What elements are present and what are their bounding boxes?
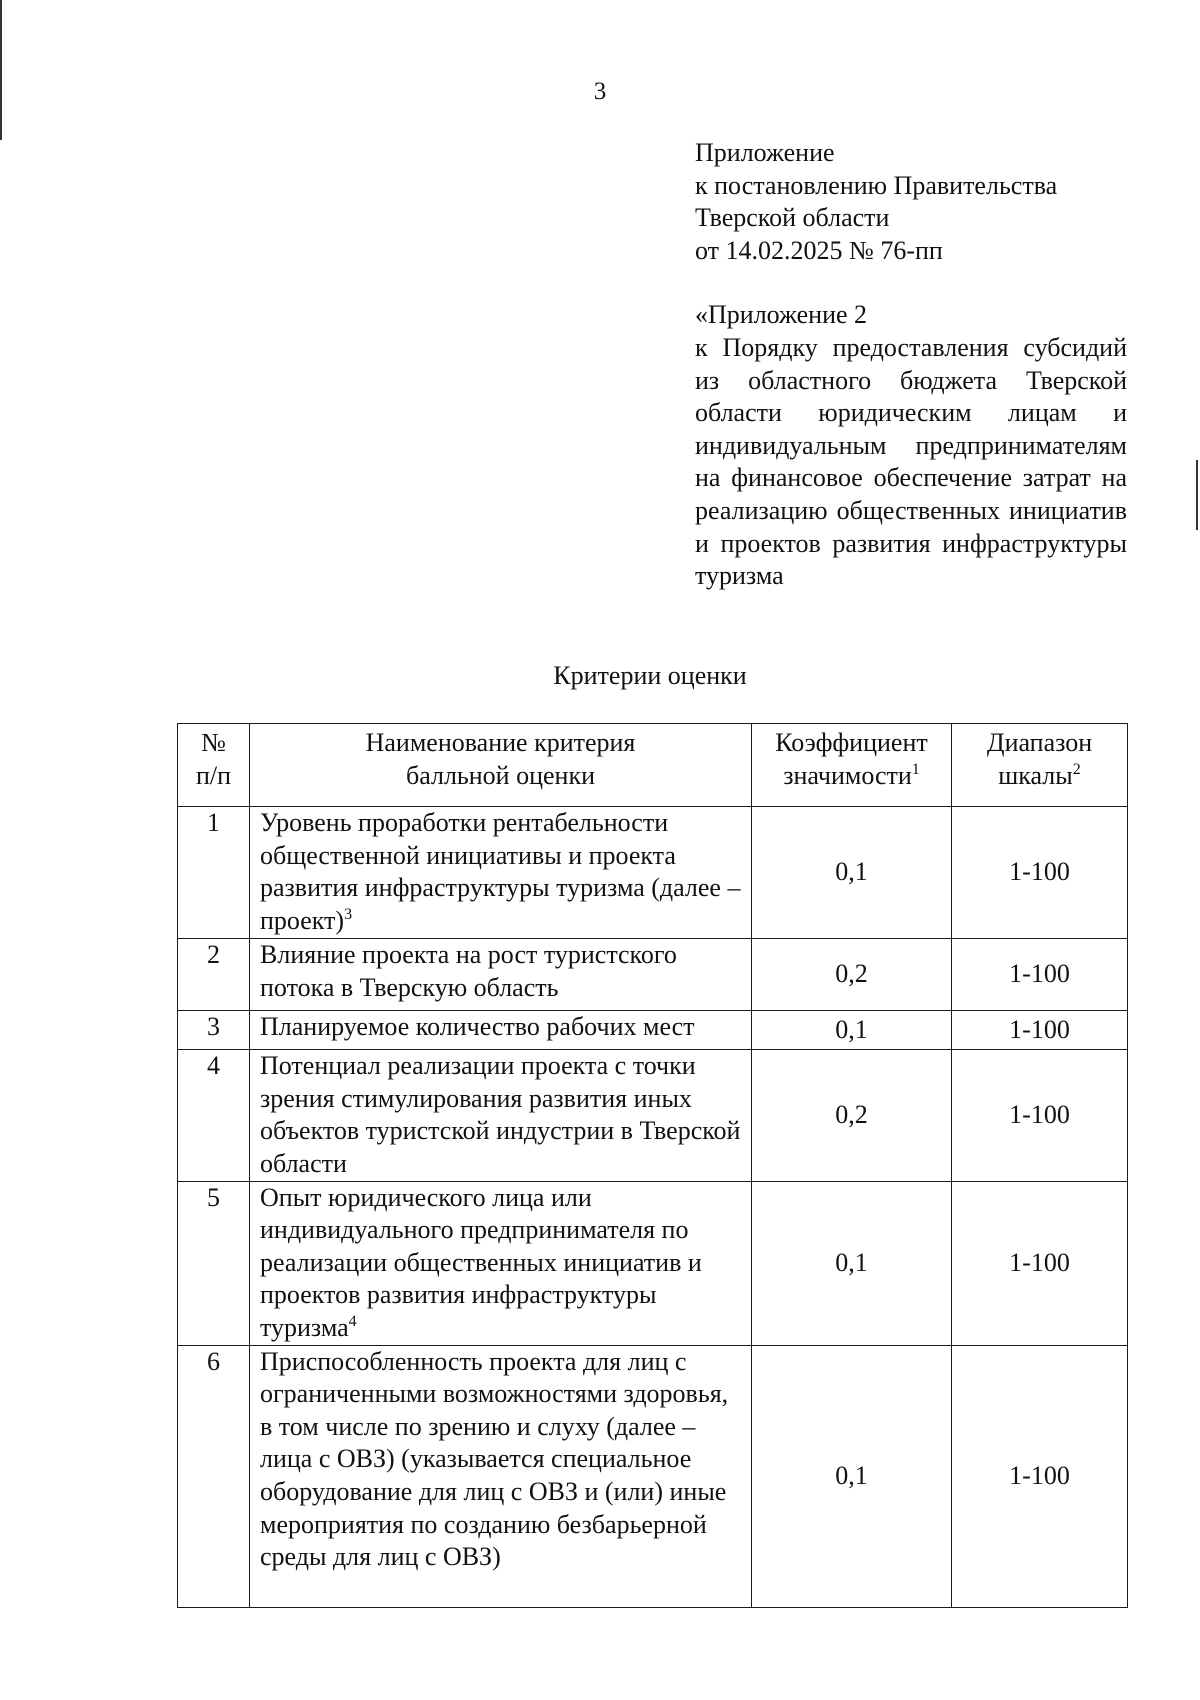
scan-edge-mark-right — [1196, 460, 1198, 530]
row-number: 5 — [178, 1181, 250, 1345]
scale-range-value: 1-100 — [952, 807, 1128, 939]
table-row — [178, 1011, 1128, 1050]
row-number: 2 — [178, 939, 250, 1011]
header-scale-range — [952, 724, 1128, 807]
scale-range-value: 1-100 — [952, 1050, 1128, 1181]
header-range-line1: Диапазон — [986, 728, 1093, 757]
footnote-ref: 4 — [348, 1312, 357, 1330]
table-row — [178, 1050, 1128, 1181]
appendix-block — [695, 137, 1127, 593]
criterion-name — [250, 1181, 752, 1345]
appendix2-note — [695, 299, 1127, 592]
table-row — [178, 939, 1128, 1011]
header-number-line1: № — [201, 728, 226, 757]
scan-edge-mark-left — [0, 0, 2, 140]
appendix-line: Тверской области — [695, 203, 890, 233]
row-number: 4 — [178, 1050, 250, 1181]
criterion-text: Опыт юридического лица или индивидуального предпринимателя по реализации общественных инициатив и проектов развития инфраструктуры туризма — [260, 1182, 702, 1342]
footnote-ref-2: 2 — [1072, 760, 1081, 778]
header-coefficient — [752, 724, 952, 807]
row-number: 6 — [178, 1345, 250, 1607]
criterion-name — [250, 1050, 752, 1181]
header-coef-line2: значимости — [783, 760, 912, 790]
criterion-text: Потенциал реализации проекта с точки зрения стимулирования развития иных объектов туристской индустрии в Тверской области — [260, 1051, 741, 1178]
scale-range-value: 1-100 — [952, 1345, 1128, 1607]
criterion-text: Уровень проработки рентабельности общественной инициативы и проекта развития инфраструктуры туризма (далее – проект) — [260, 808, 741, 935]
coefficient-value: 0,2 — [752, 939, 952, 1011]
coefficient-value: 0,1 — [752, 1345, 952, 1607]
criterion-text: Влияние проекта на рост туристского потока в Тверскую область — [260, 940, 677, 1002]
header-range-line2: шкалы — [998, 760, 1073, 790]
header-number-line2: п/п — [195, 760, 232, 790]
row-number: 1 — [178, 807, 250, 939]
criterion-name — [250, 939, 752, 1011]
criterion-name — [250, 807, 752, 939]
criterion-text: Приспособленность проекта для лиц с ограниченными возможностями здоровья, в том числе по зрению и слуху (далее – лица с ОВЗ) (указывается специальное оборудование для лиц с ОВЗ и (или) иные мероприятия по созданию безбарьерной среды для лиц с ОВЗ) — [260, 1346, 729, 1572]
scale-range-value: 1-100 — [952, 939, 1128, 1011]
header-name-line1: Наименование критерия — [365, 728, 636, 757]
coefficient-value: 0,2 — [752, 1050, 952, 1181]
table-row — [178, 1345, 1128, 1607]
header-coef-line1: Коэффициент — [775, 728, 928, 757]
appendix-line: Приложение — [695, 138, 835, 167]
coefficient-value: 0,1 — [752, 1181, 952, 1345]
page-number: 3 — [593, 78, 607, 105]
scale-range-value: 1-100 — [952, 1181, 1128, 1345]
criterion-name — [250, 1011, 752, 1050]
appendix-note — [695, 137, 1127, 267]
appendix2-body: к Порядку предоставления субсидий из областного бюджета Тверской области юридическим лицам и индивидуальным предпринимателям на финансовое обеспечение затрат на реализацию общественных инициатив и проектов развития инфраструктуры туризма — [695, 332, 1127, 591]
scale-range-value: 1-100 — [952, 1011, 1128, 1050]
header-number — [178, 724, 250, 807]
coefficient-value: 0,1 — [752, 1011, 952, 1050]
coefficient-value: 0,1 — [752, 807, 952, 939]
table-header-row — [178, 724, 1128, 807]
table-row — [178, 807, 1128, 939]
table-row — [178, 1181, 1128, 1345]
header-name-line2: балльной оценки — [405, 760, 596, 790]
row-number: 3 — [178, 1011, 250, 1050]
appendix-line: к постановлению Правительства — [695, 170, 1058, 200]
appendix2-head: «Приложение 2 — [695, 300, 868, 330]
table-title: Критерии оценки — [553, 661, 747, 690]
footnote-ref: 3 — [344, 905, 353, 923]
criterion-text: Планируемое количество рабочих мест — [260, 1012, 695, 1042]
appendix-line: от 14.02.2025 № 76-пп — [695, 235, 943, 265]
header-criterion-name — [250, 724, 752, 807]
footnote-ref-1: 1 — [911, 760, 920, 778]
criteria-table — [177, 723, 1128, 1608]
criterion-name — [250, 1345, 752, 1607]
